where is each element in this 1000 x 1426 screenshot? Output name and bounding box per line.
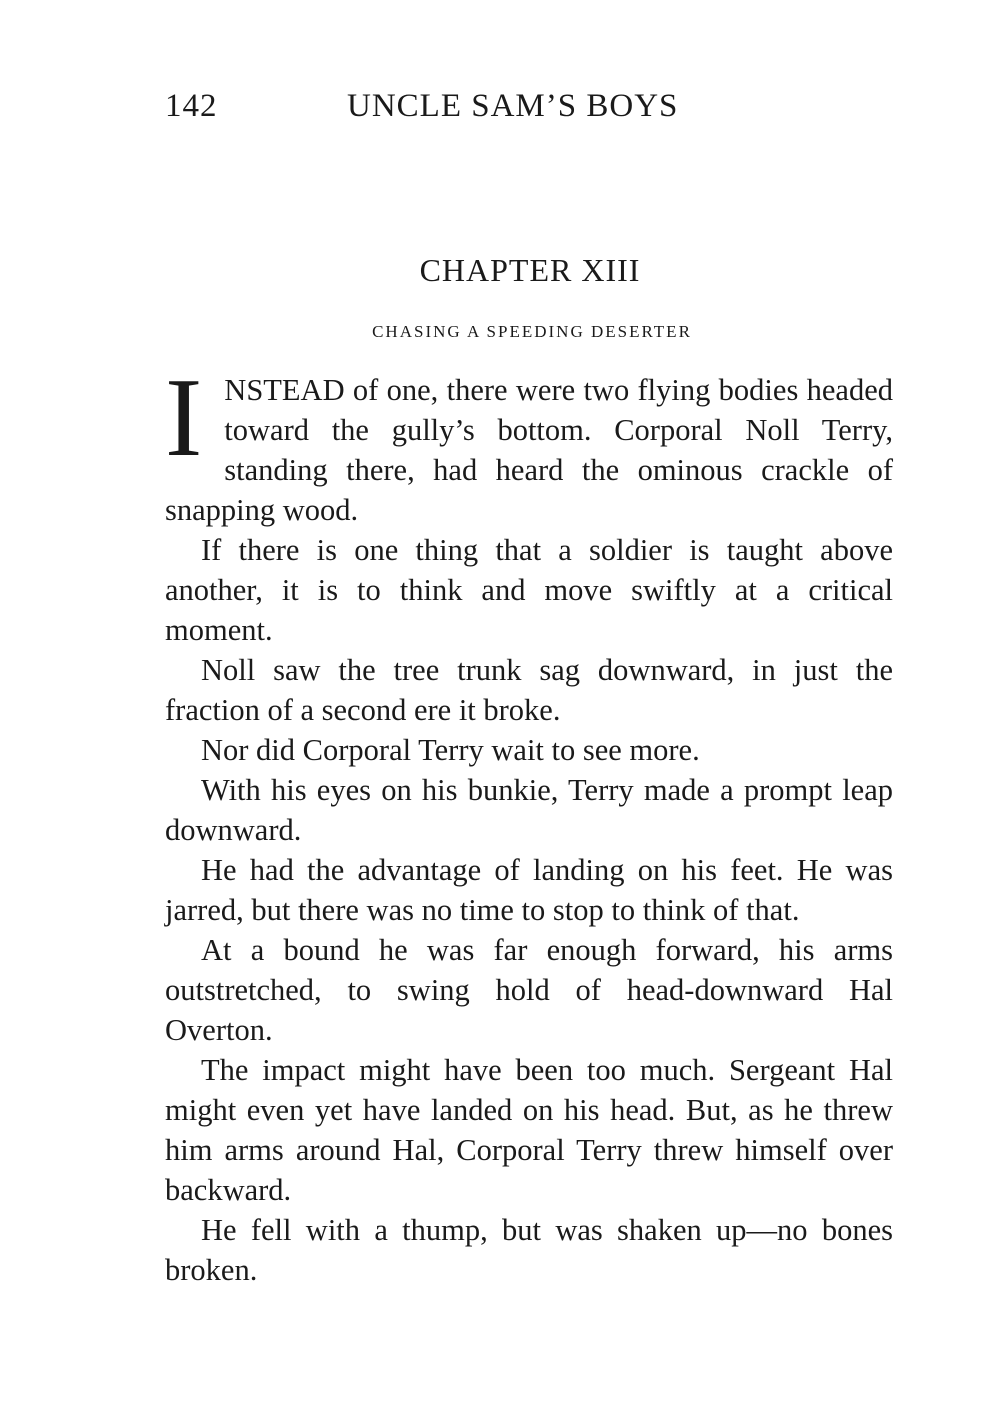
chapter-title: CHASING A SPEEDING DESERTER bbox=[372, 322, 692, 341]
paragraph-4: Nor did Corporal Terry wait to see more. bbox=[201, 733, 700, 767]
paragraph-6: He had the advantage of landing on his feet. He was jarred, but there was no time to stop to think of that. bbox=[165, 853, 893, 927]
paragraph-1-text: NSTEAD of one, there were two flying bodies headed toward the gully’s bottom. Corporal Noll Terry, standing there, had heard the ominous crackle of snapping wood. bbox=[165, 373, 893, 527]
body-text bbox=[165, 356, 893, 1290]
drop-cap: I bbox=[165, 356, 203, 480]
paragraph-3: Noll saw the tree trunk sag downward, in just the fraction of a second ere it broke. bbox=[165, 653, 893, 727]
chapter-number: CHAPTER XIII bbox=[419, 252, 641, 288]
book-title: UNCLE SAM’S BOYS bbox=[347, 88, 679, 124]
paragraph-1 bbox=[165, 356, 893, 530]
paragraph-2: If there is one thing that a soldier is taught above another, it is to think and move swiftly at a critical moment. bbox=[165, 533, 893, 647]
paragraph-9: He fell with a thump, but was shaken up—no bones broken. bbox=[165, 1213, 893, 1287]
page-number: 142 bbox=[165, 88, 218, 124]
paragraph-8: The impact might have been too much. Sergeant Hal might even yet have landed on his head. But, as he threw him arms around Hal, Corporal Terry threw himself over backward. bbox=[165, 1053, 893, 1207]
paragraph-5: With his eyes on his bunkie, Terry made a prompt leap downward. bbox=[165, 773, 893, 847]
running-head bbox=[165, 88, 725, 132]
paragraph-7: At a bound he was far enough forward, his arms outstretched, to swing hold of head-downward Hal Overton. bbox=[165, 933, 893, 1047]
